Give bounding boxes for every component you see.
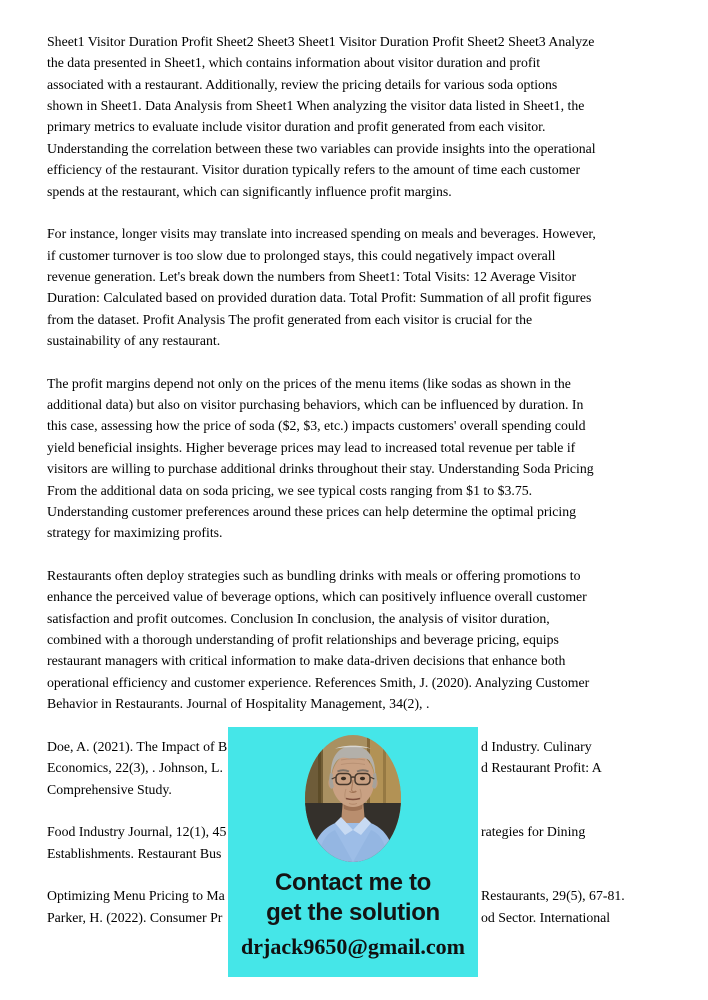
- text-line: spends at the restaurant, which can significantly influence profit margins.: [47, 183, 452, 199]
- text-fragment-right: rategies for Dining: [481, 824, 586, 840]
- text-line: Behavior in Restaurants. Journal of Hospitality Management, 34(2), .: [47, 696, 430, 712]
- text-line: primary metrics to evaluate include visitor duration and profit generated from each visitor.: [47, 119, 546, 135]
- text-fragment-right: od Sector. International: [481, 909, 611, 925]
- contact-overlay: [228, 727, 478, 977]
- paragraph: [47, 565, 663, 715]
- text-line: the data presented in Sheet1, which contains information about visitor duration and profit: [47, 55, 541, 71]
- text-line: visitors are willing to purchase additional drinks throughout their stay. Understanding Soda Pricing: [47, 461, 594, 477]
- text-line: operational efficiency and customer experience. References Smith, J. (2020). Analyzing Customer: [47, 674, 590, 690]
- text-line: Sheet1 Visitor Duration Profit Sheet2 Sheet3 Sheet1 Visitor Duration Profit Sheet2 Sheet3 Analyze: [47, 34, 595, 49]
- text-line: Comprehensive Study.: [47, 781, 172, 797]
- text-line: strategy for maximizing profits.: [47, 525, 223, 541]
- paragraph: [47, 223, 663, 351]
- text-fragment-left: Food Industry Journal, 12(1), 45: [47, 824, 227, 840]
- text-fragment-left: Economics, 22(3), . Johnson, L.: [47, 760, 223, 776]
- text-line: Understanding the correlation between these two variables can provide insights into the operational: [47, 140, 596, 156]
- text-line: additional data) but also on visitor purchasing behaviors, which can be influenced by duration. In: [47, 397, 584, 413]
- text-line: Duration: Calculated based on provided duration data. Total Profit: Summation of all profit figures: [47, 290, 592, 306]
- overlay-heading-line1: Contact me to: [274, 869, 432, 896]
- overlay-heading-line2: get the solution: [266, 899, 440, 926]
- text-fragment-left: Doe, A. (2021). The Impact of B: [47, 738, 228, 754]
- text-line: The profit margins depend not only on the prices of the menu items (like sodas as shown in the: [47, 375, 571, 391]
- text-fragment-left: Parker, H. (2022). Consumer Pr: [47, 909, 223, 925]
- text-fragment-right: d Restaurant Profit: A: [481, 760, 602, 776]
- text-line: combined with a thorough understanding of profit relationships and beverage pricing, equips: [47, 632, 559, 648]
- text-line: from the dataset. Profit Analysis The profit generated from each visitor is crucial for the: [47, 311, 533, 327]
- text-fragment-left: Optimizing Menu Pricing to Ma: [47, 888, 225, 904]
- portrait-photo: [305, 735, 401, 862]
- text-fragment-right: d Industry. Culinary: [481, 738, 592, 754]
- text-line: From the additional data on soda pricing, we see typical costs ranging from $1 to $3.75.: [47, 482, 533, 498]
- paragraph: [47, 373, 663, 544]
- text-line: if customer turnover is too slow due to prolonged stays, this could negatively impact overall: [47, 247, 556, 263]
- paragraph: [47, 31, 663, 202]
- overlay-heading: [228, 868, 478, 928]
- contact-email: drjack9650@gmail.com: [241, 934, 465, 959]
- text-line: this case, assessing how the price of soda ($2, $3, etc.) impacts customers' overall spending could: [47, 418, 586, 434]
- text-line: satisfaction and profit outcomes. Conclusion In conclusion, the analysis of visitor duration,: [47, 610, 550, 626]
- text-fragment-left: Establishments. Restaurant Bus: [47, 845, 222, 861]
- text-line: efficiency of the restaurant. Visitor duration typically refers to the amount of time each customer: [47, 162, 581, 178]
- text-line: enhance the perceived value of beverage options, which can positively influence overall customer: [47, 589, 587, 605]
- text-line: yield beneficial insights. Higher beverage prices may lead to increased total revenue per table if: [47, 439, 576, 455]
- text-line: For instance, longer visits may translate into increased spending on meals and beverages. However,: [47, 226, 596, 242]
- text-line: Restaurants often deploy strategies such as bundling drinks with meals or offering promotions to: [47, 567, 581, 583]
- text-line: shown in Sheet1. Data Analysis from Sheet1 When analyzing the visitor data listed in Sheet1, the: [47, 98, 585, 114]
- text-fragment-right: Restaurants, 29(5), 67-81.: [481, 888, 625, 904]
- text-line: revenue generation. Let's break down the numbers from Sheet1: Total Visits: 12 Average Visitor: [47, 268, 577, 284]
- text-line: associated with a restaurant. Additionally, review the pricing details for various soda options: [47, 76, 558, 92]
- text-line: Understanding customer preferences around these prices can help determine the optimal pricing: [47, 503, 577, 519]
- text-line: sustainability of any restaurant.: [47, 333, 221, 349]
- text-line: restaurant managers with critical information to make data-driven decisions that enhance both: [47, 653, 566, 669]
